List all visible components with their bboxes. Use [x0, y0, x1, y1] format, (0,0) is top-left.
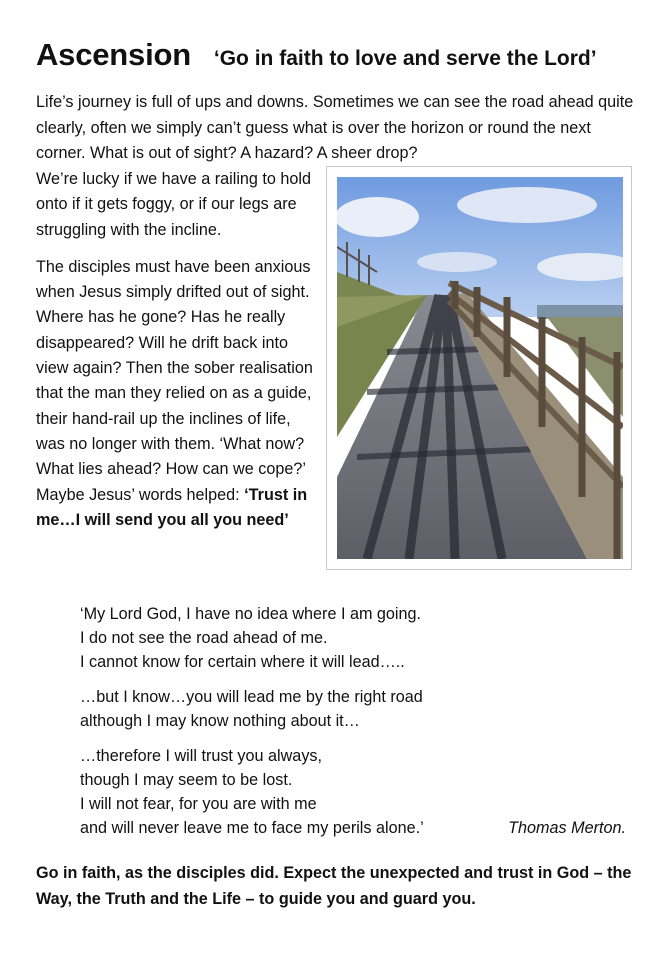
- title-subtitle: ‘Go in faith to love and serve the Lord’: [213, 47, 597, 70]
- prayer-line: I will not fear, for you are with me: [80, 795, 317, 813]
- page-title: [36, 36, 597, 73]
- disciples-text: The disciples must have been anxious when Jesus simply drifted out of sight. Where has he gone? Has he really disappeared? Will he drift back into view again? Then the sober realisation that the man they relied on as a guide, their hand-rail up the inclines of life, was no longer with them. ‘What now? What lies ahead? How can we cope?’ Maybe Jesus’ words helped:: [36, 257, 313, 504]
- prayer-line: I do not see the road ahead of me.: [80, 629, 328, 647]
- railing-paragraph: We’re lucky if we have a railing to hold onto if it gets foggy, or if our legs are struggling with the incline.: [36, 170, 312, 239]
- prayer-line: ‘My Lord God, I have no idea where I am going.: [80, 605, 422, 623]
- prayer-stanza-2: [80, 685, 640, 733]
- prayer-poem: [80, 602, 640, 851]
- photo-icon: [337, 177, 623, 559]
- trust-quote: ‘Trust in me…I will send you all you need’: [36, 485, 308, 529]
- prayer-stanza-3: [80, 744, 640, 840]
- prayer-line: though I may seem to be lost.: [80, 771, 293, 789]
- disciples-paragraph: [36, 255, 318, 533]
- prayer-line: …therefore I will trust you always,: [80, 747, 322, 765]
- left-column: [36, 167, 318, 533]
- prayer-author: Thomas Merton.: [508, 819, 626, 837]
- prayer-line-text: and will never leave me to face my perils alone.’: [80, 819, 424, 837]
- title-main: Ascension: [36, 37, 191, 72]
- closing-paragraph: Go in faith, as the disciples did. Expect the unexpected and trust in God – the Way, the Truth and the Life – to guide you and guard you.: [36, 864, 632, 908]
- intro-paragraph: Life’s journey is full of ups and downs. Sometimes we can see the road ahead quite clearly, often we simply can’t guess what is over the horizon or round the next corner. What is out of sight? A hazard? A sheer drop?: [36, 93, 634, 162]
- path-photo: [326, 166, 632, 570]
- prayer-line: I cannot know for certain where it will lead…..: [80, 653, 405, 671]
- prayer-line: although I may know nothing about it…: [80, 712, 360, 730]
- prayer-stanza-1: [80, 602, 640, 674]
- prayer-line: …but I know…you will lead me by the right road: [80, 688, 423, 706]
- prayer-line: [80, 816, 640, 840]
